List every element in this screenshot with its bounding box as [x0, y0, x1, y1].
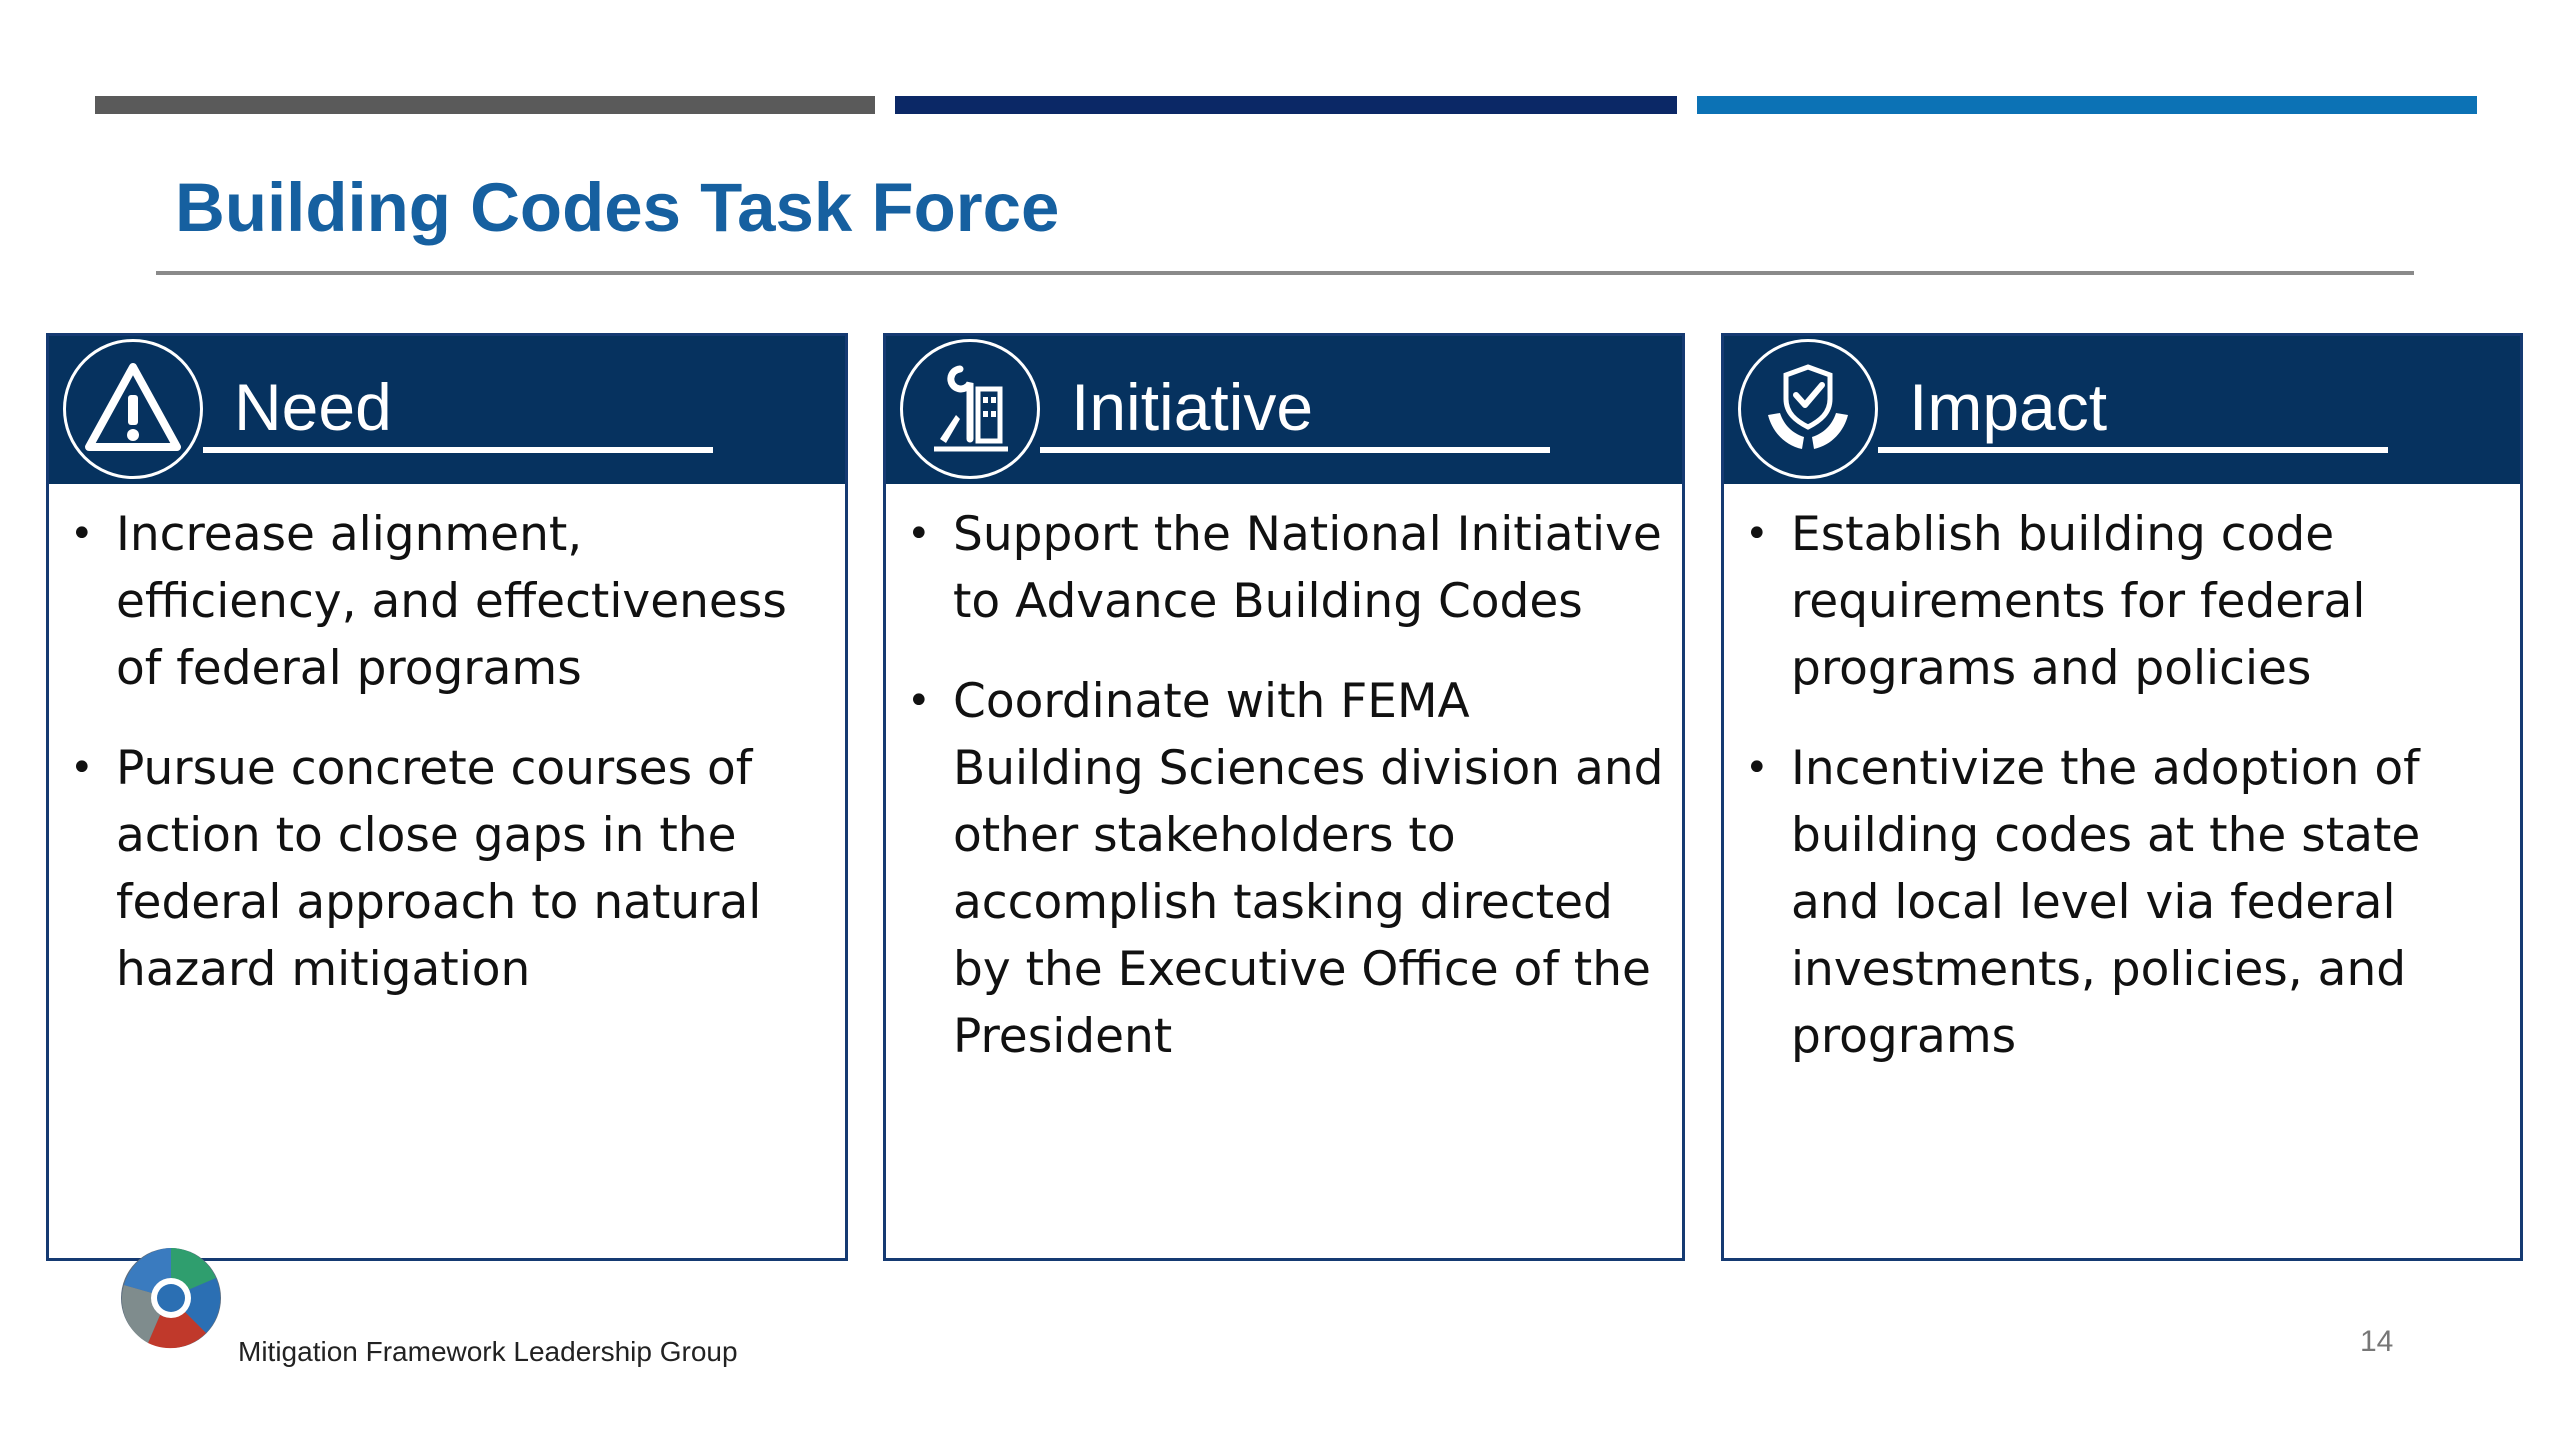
panel-initiative	[883, 333, 1685, 1261]
heading-underline	[1040, 447, 1550, 453]
warning-triangle-icon	[63, 339, 203, 479]
panel-heading: Initiative	[1071, 370, 1314, 444]
heading-underline	[1878, 447, 2388, 453]
accent-bar-navy	[895, 96, 1677, 114]
bullet-list	[1741, 501, 2511, 1103]
panel-header	[886, 336, 1682, 484]
shield-check-hands-icon	[1738, 339, 1878, 479]
slide-title: Building Codes Task Force	[175, 169, 1060, 246]
list-item: • Support the National Initiative to Advance Building Codes	[903, 501, 1673, 635]
bullet-list	[903, 501, 1673, 1103]
panel-header	[49, 336, 845, 484]
panel-heading: Impact	[1909, 370, 2108, 444]
list-item: • Coordinate with FEMA Building Sciences division and other stakeholders to accomplish tasking directed by the Executive Office of the President	[903, 668, 1673, 1070]
accent-bar-gray	[95, 96, 875, 114]
panel-need	[46, 333, 848, 1261]
list-item: • Establish building code requirements for federal programs and policies	[1741, 501, 2511, 702]
title-divider	[156, 271, 2414, 275]
list-item: • Increase alignment, efficiency, and effectiveness of federal programs	[66, 501, 836, 702]
panel-header	[1724, 336, 2520, 484]
accent-bar-blue	[1697, 96, 2477, 114]
footer-organization: Mitigation Framework Leadership Group	[238, 1336, 738, 1367]
building-tools-icon	[900, 339, 1040, 479]
list-item: • Incentivize the adoption of building codes at the state and local level via federal investments, policies, and programs	[1741, 735, 2511, 1070]
mitigation-framework-logo-icon	[118, 1245, 224, 1351]
panel-heading: Need	[234, 370, 392, 444]
bullet-list	[66, 501, 836, 1036]
list-item: • Pursue concrete courses of action to close gaps in the federal approach to natural hazard mitigation	[66, 735, 836, 1003]
page-number: 14	[2360, 1325, 2394, 1358]
panel-impact	[1721, 333, 2523, 1261]
heading-underline	[203, 447, 713, 453]
